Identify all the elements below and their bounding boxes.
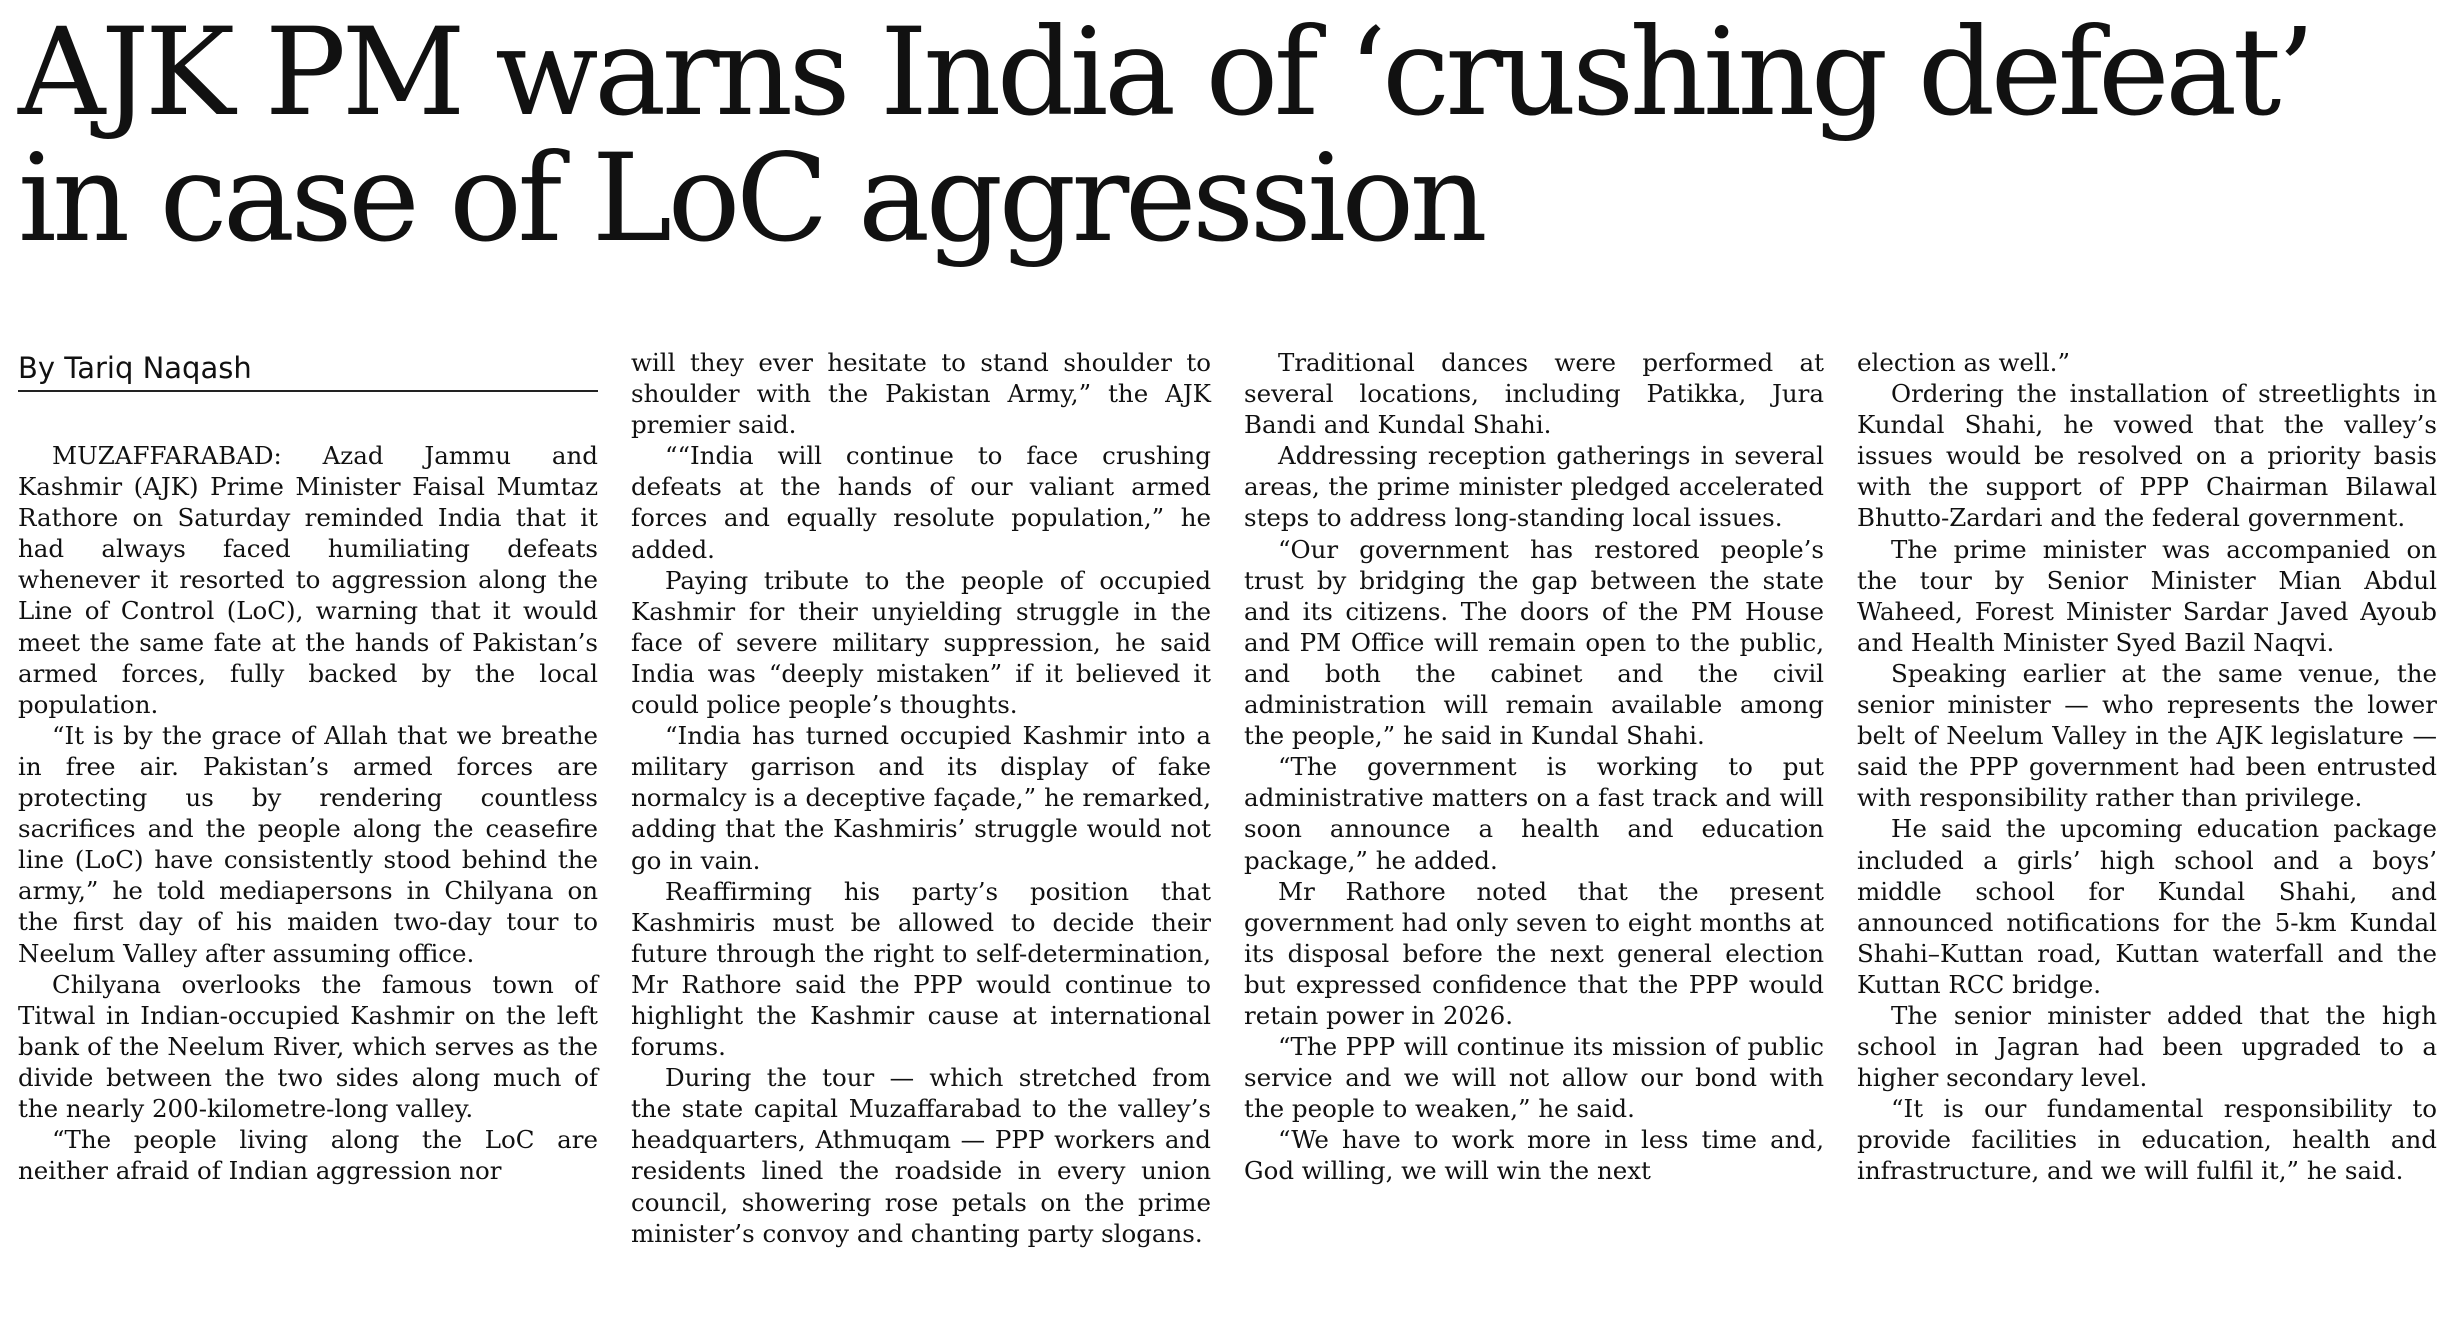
paragraph: “It is by the grace of Allah that we breathe in free air. Pakistan’s armed forces are protecting us by rendering countless sacrifices and the people along the ceasefire line (LoC) have consistently stood behind the army,” he told mediapersons in Chilyana on the first day of his maiden two-day tour to Neelum Valley after assuming office. <box>18 720 598 968</box>
paragraph: Chilyana overlooks the famous town of Titwal in Indian-occupied Kashmir on the left bank of the Neelum River, which serves as the divide between the two sides along much of the nearly 200-kilometre-long valley. <box>18 969 598 1123</box>
paragraph: Reaffirming his party’s position that Kashmiris must be allowed to decide their future through the right to self-determination, Mr Rathore said the PPP would continue to highlight the Kashmir cause at international forums. <box>631 876 1211 1062</box>
paragraph: “We have to work more in less time and, God willing, we will win the next <box>1244 1125 1824 1186</box>
paragraph: The senior minister added that the high school in Jagran had been upgraded to a higher secondary level. <box>1857 1000 2437 1093</box>
byline: By Tariq Naqash <box>18 346 598 392</box>
paragraph: During the tour — which stretched from the state capital Muzaffarabad to the valley’s headquarters, Athmuqam — PPP workers and residents lined the roadside in every union council, showering rose petals on the prime minister’s convoy and chanting party slogans. <box>631 1063 1211 1248</box>
paragraph: Ordering the installation of streetlights in Kundal Shahi, he vowed that the valley’s issues would be resolved on a priority basis with the support of PPP Chairman Bilawal Bhutto-Zardari and the federal government. <box>1857 379 2437 533</box>
paragraph: “The PPP will continue its mission of public service and we will not allow our bond with the people to weaken,” he said. <box>1244 1032 1824 1124</box>
paragraph: Addressing reception gatherings in several areas, the prime minister pledged accelerated steps to address long-standing local issues. <box>1244 441 1824 533</box>
paragraph-continued: election as well.” <box>1857 348 2070 377</box>
headline: AJK PM warns India of ‘crushing defeat’ in case of LoC aggression <box>18 2 2311 269</box>
paragraph: Paying tribute to the people of occupied Kashmir for their unyielding struggle in the face of severe military suppression, he said India was “deeply mistaken” if it believed it could police people’s thoughts. <box>631 565 1211 720</box>
paragraph: Mr Rathore noted that the present government had only seven to eight months at its disposal before the next general election but expressed confidence that the PPP would retain power in 2026. <box>1244 876 1824 1030</box>
paragraph: MUZAFFARABAD: Azad Jammu and Kashmir (AJK) Prime Minister Faisal Mumtaz Rathore on Saturday reminded India that it had always faced humiliating defeats whenever it resorted to aggression along the Line of Control (LoC), warning that it would meet the same fate at the hands of Pakistan’s armed forces, fully backed by the local population. <box>18 441 598 719</box>
paragraph: “India has turned occupied Kashmir into a military garrison and its display of fake normalcy is a deceptive façade,” he remarked, adding that the Kashmiris’ struggle would not go in vain. <box>631 721 1211 875</box>
paragraph: Speaking earlier at the same venue, the senior minister — who represents the lower belt of Neelum Valley in the AJK legislature — said the PPP government had been entrusted with responsibility rather than privilege. <box>1857 658 2437 813</box>
text-column-2 <box>631 347 1211 1249</box>
text-column-3 <box>1244 347 1824 1187</box>
paragraph: Traditional dances were performed at several locations, including Patikka, Jura Bandi and Kundal Shahi. <box>1244 348 1824 440</box>
text-column-1 <box>18 440 598 1186</box>
paragraph: He said the upcoming education package included a girls’ high school and a boys’ middle school for Kundal Shahi, and announced notifications for the 5-km Kundal Shahi–Kuttan road, Kuttan waterfall and the Kuttan RCC bridge. <box>1857 814 2437 999</box>
paragraph: “The people living along the LoC are neither afraid of Indian aggression nor <box>18 1125 598 1186</box>
paragraph: ““India will continue to face crushing defeats at the hands of our valiant armed forces and equally resolute population,” he added. <box>631 441 1211 564</box>
paragraph: “It is our fundamental responsibility to provide facilities in education, health and infrastructure, and we will fulfil it,” he said. <box>1857 1094 2437 1186</box>
paragraph-continued: will they ever hesitate to stand shoulder to shoulder with the Pakistan Army,” the AJK premier said. <box>631 348 1211 440</box>
paragraph: “Our government has restored people’s trust by bridging the gap between the state and its citizens. The doors of the PM House and PM Office will remain open to the public, and both the cabinet and the civil administration will remain available among the people,” he said in Kundal Shahi. <box>1244 534 1824 751</box>
paragraph: “The government is working to put administrative matters on a fast track and will soon announce a health and education package,” he added. <box>1244 752 1824 875</box>
text-column-4 <box>1857 347 2437 1187</box>
paragraph: The prime minister was accompanied on the tour by Senior Minister Mian Abdul Waheed, Forest Minister Sardar Javed Ayoub and Health Minister Syed Bazil Naqvi. <box>1857 534 2437 657</box>
